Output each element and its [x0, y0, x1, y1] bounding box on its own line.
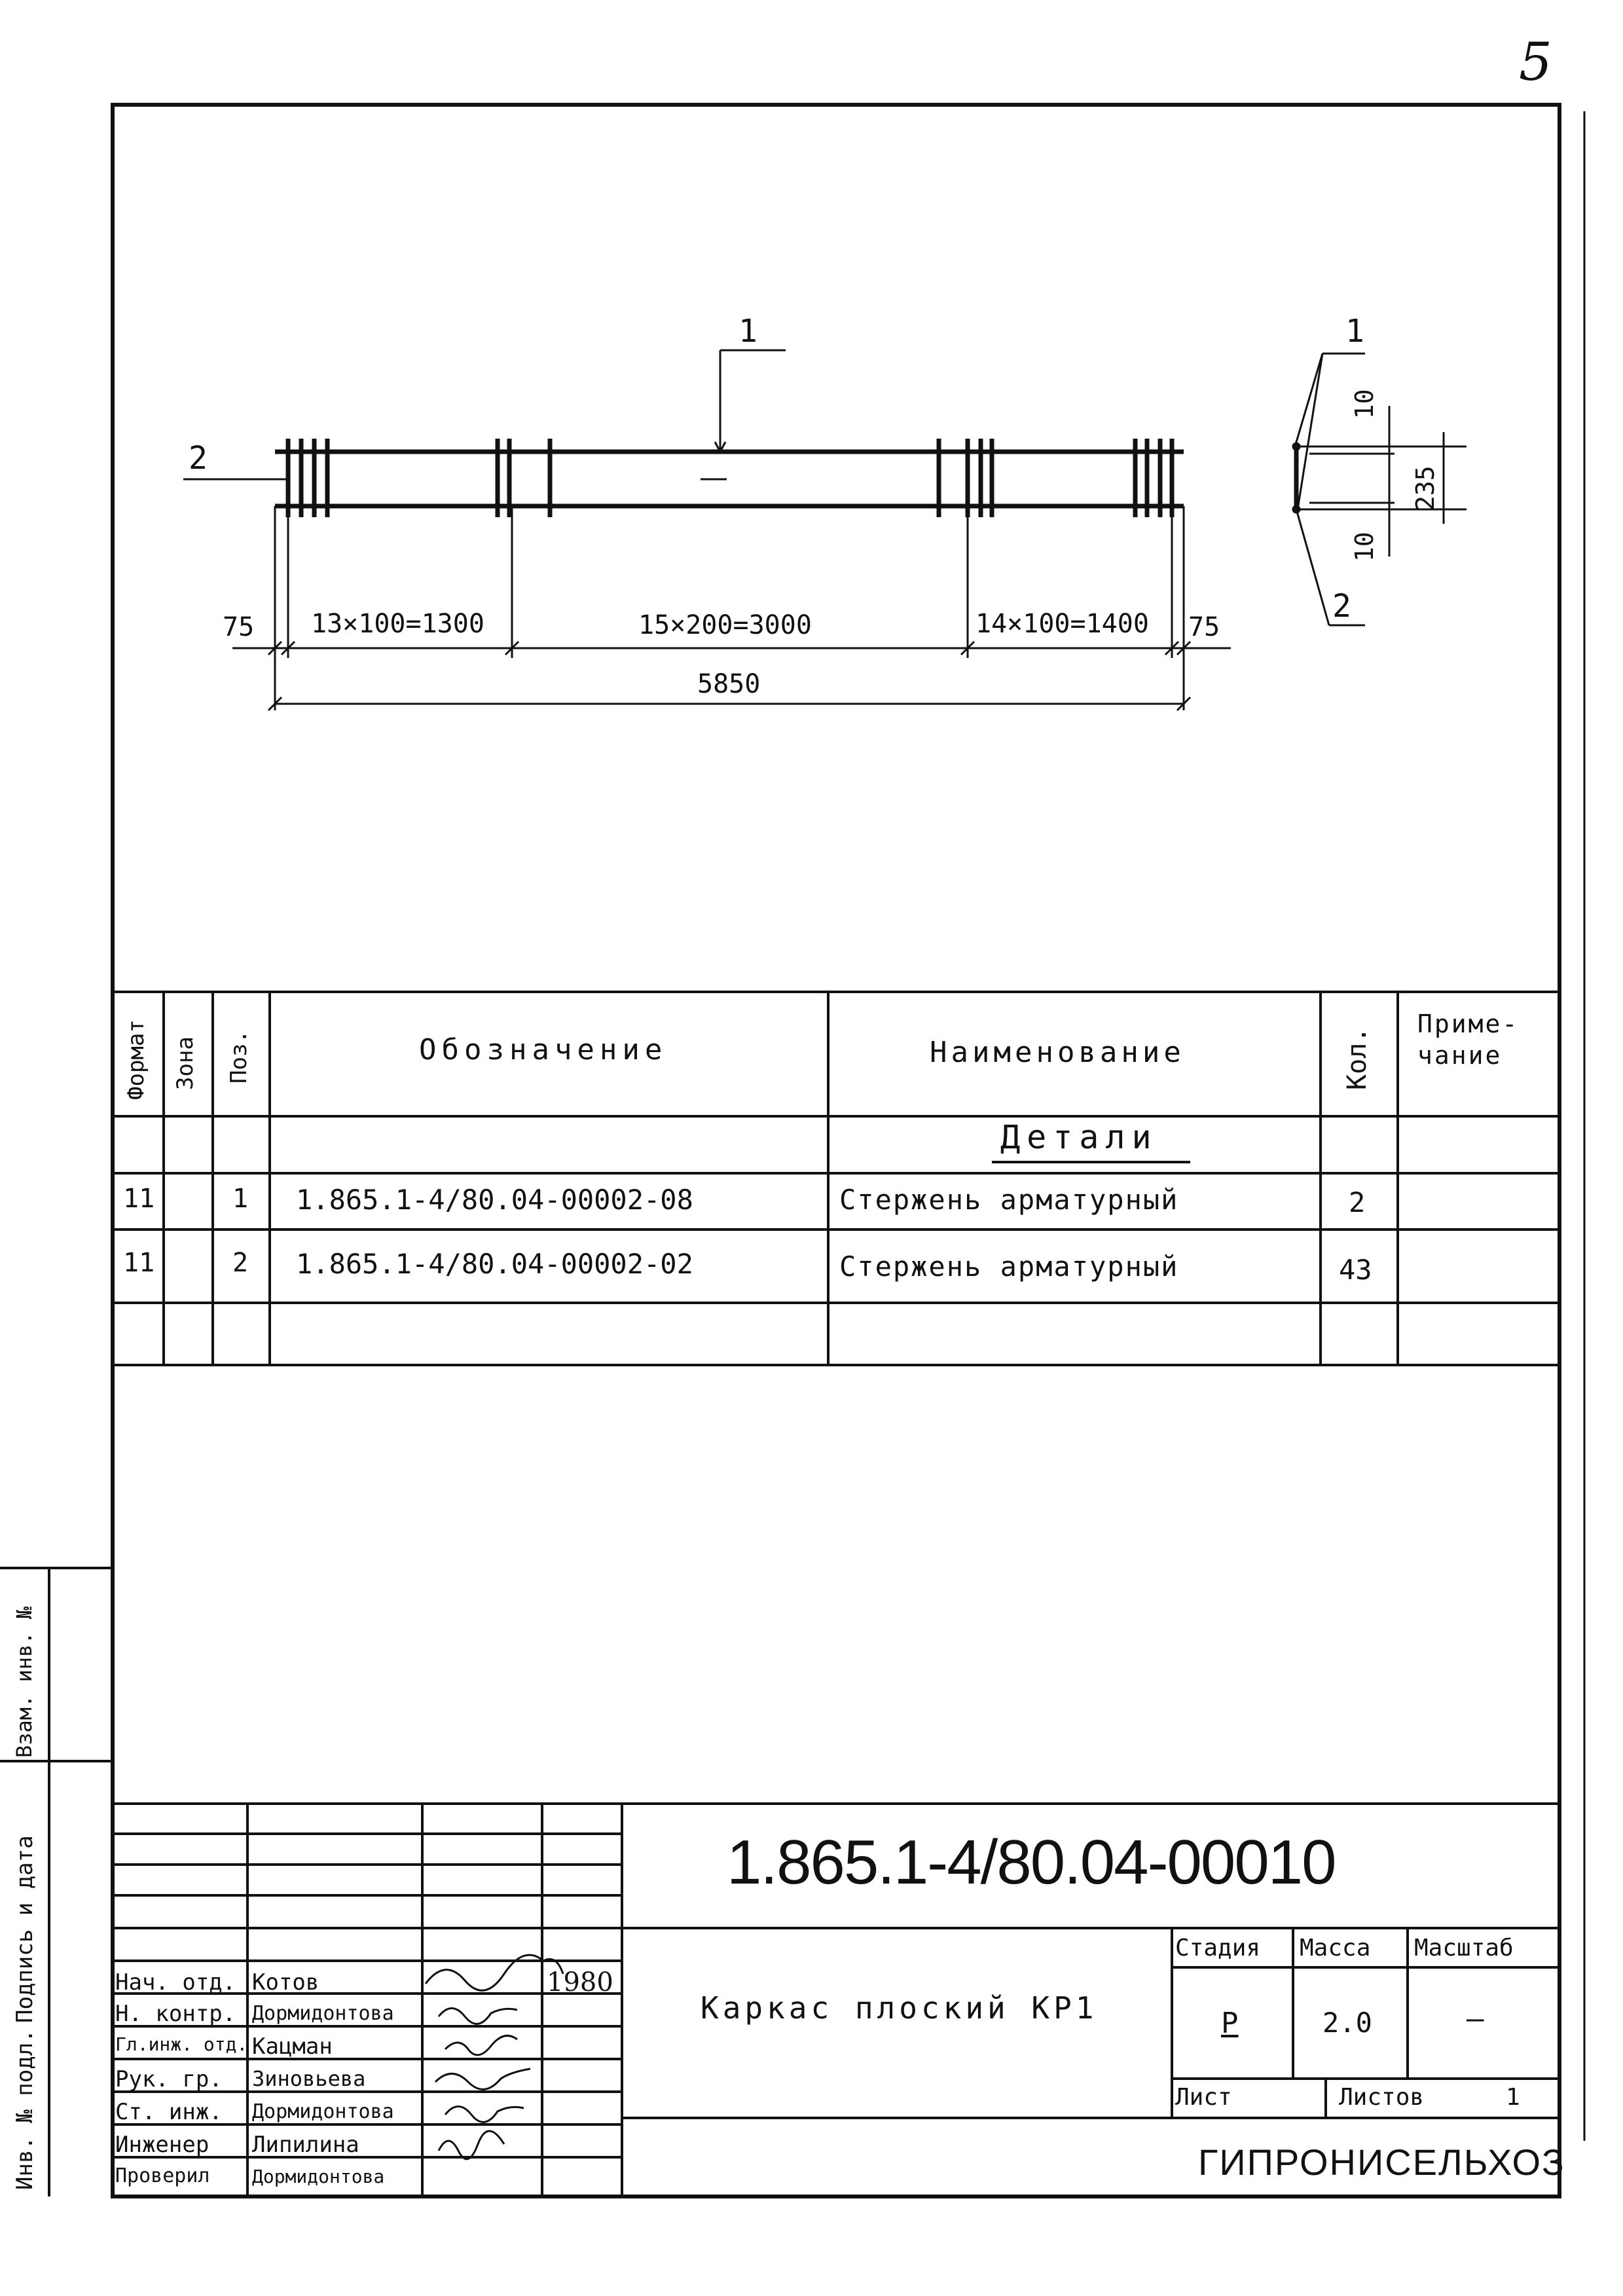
mass-label: Масса — [1300, 1935, 1371, 1961]
stage-label: Стадия — [1175, 1935, 1261, 1961]
role-st-inzh: Ст. инж. — [115, 2099, 223, 2125]
section-dim-height: 235 — [1411, 465, 1440, 511]
dim-seg1: 13×100=1300 — [311, 609, 484, 639]
row1-name: Стержень арматурный — [839, 1184, 1179, 1216]
row1-designation: 1.865.1-4/80.04-00002-08 — [296, 1184, 693, 1216]
role-inzhener: Инженер — [115, 2132, 210, 2158]
organization: ГИПРОНИСЕЛЬХОЗ — [1198, 2141, 1565, 2183]
header-qty: Кол. — [1342, 1027, 1372, 1090]
name-gl-inzh: Кацман — [252, 2033, 333, 2060]
row1-format: 11 — [123, 1184, 155, 1214]
scale-label: Масштаб — [1414, 1935, 1514, 1961]
mass-value: 2.0 — [1322, 2007, 1372, 2039]
year: 1980 — [547, 1967, 613, 1997]
page-number: 5 — [1519, 31, 1552, 92]
name-ruk-gr: Зиновьева — [252, 2066, 366, 2091]
stage-value: Р — [1221, 2007, 1239, 2040]
row2-designation: 1.865.1-4/80.04-00002-02 — [296, 1248, 693, 1280]
leader-label-2: 2 — [189, 440, 208, 477]
role-ruk-gr: Рук. гр. — [115, 2066, 223, 2092]
role-proveril: Проверил — [115, 2164, 210, 2187]
leader-label-1: 1 — [739, 313, 757, 350]
dim-seg2: 15×200=3000 — [638, 610, 812, 640]
name-proveril: Дормидонтова — [252, 2166, 385, 2187]
dim-total: 5850 — [697, 669, 761, 699]
header-pos: Поз. — [226, 1030, 252, 1084]
side-vzam-inv: Взам. инв. № — [12, 1606, 37, 1758]
header-zone: Зона — [172, 1036, 198, 1090]
role-n-kontr: Н. контр. — [115, 2001, 236, 2027]
row2-pos: 2 — [232, 1248, 249, 1278]
sheets-value: 1 — [1506, 2084, 1520, 2111]
section-leader-2: 2 — [1332, 588, 1351, 625]
name-n-kontr: Дормидонтова — [252, 2002, 394, 2025]
section-title-details: Детали — [1000, 1118, 1158, 1156]
role-gl-inzh: Гл.инж. отд. — [115, 2033, 248, 2055]
row2-format: 11 — [123, 1248, 155, 1278]
header-name: Наименование — [930, 1036, 1185, 1069]
row2-name: Стержень арматурный — [839, 1250, 1179, 1283]
sheet-label: Лист — [1175, 2084, 1232, 2111]
row2-qty: 43 — [1339, 1254, 1372, 1286]
section-dim-top: 10 — [1350, 389, 1379, 419]
row1-qty: 2 — [1349, 1186, 1366, 1218]
doc-number: 1.865.1-4/80.04-00010 — [727, 1827, 1336, 1897]
section-dim-bottom: 10 — [1350, 532, 1379, 562]
row1-pos: 1 — [232, 1184, 249, 1214]
drawing-title: Каркас плоский КР1 — [701, 1990, 1098, 2026]
name-nach-otd: Котов — [252, 1969, 319, 1995]
dim-left-end: 75 — [223, 612, 255, 642]
sheets-label: Листов — [1339, 2084, 1425, 2111]
header-format: Формат — [123, 1019, 149, 1100]
scale-value: — — [1467, 2002, 1484, 2035]
name-inzhener: Липилина — [252, 2132, 359, 2158]
header-designation: Обозначение — [419, 1033, 668, 1066]
name-st-inzh: Дормидонтова — [252, 2100, 394, 2123]
side-inv-podl: Инв. № подл. — [12, 2029, 38, 2190]
dim-right-end: 75 — [1188, 612, 1220, 642]
header-note: Приме- чание — [1417, 1010, 1520, 1070]
section-leader-1: 1 — [1345, 313, 1364, 350]
side-podpis-data: Подпись и дата — [12, 1835, 38, 2023]
role-nach-otd: Нач. отд. — [115, 1969, 236, 1995]
dim-seg3: 14×100=1400 — [976, 609, 1149, 639]
